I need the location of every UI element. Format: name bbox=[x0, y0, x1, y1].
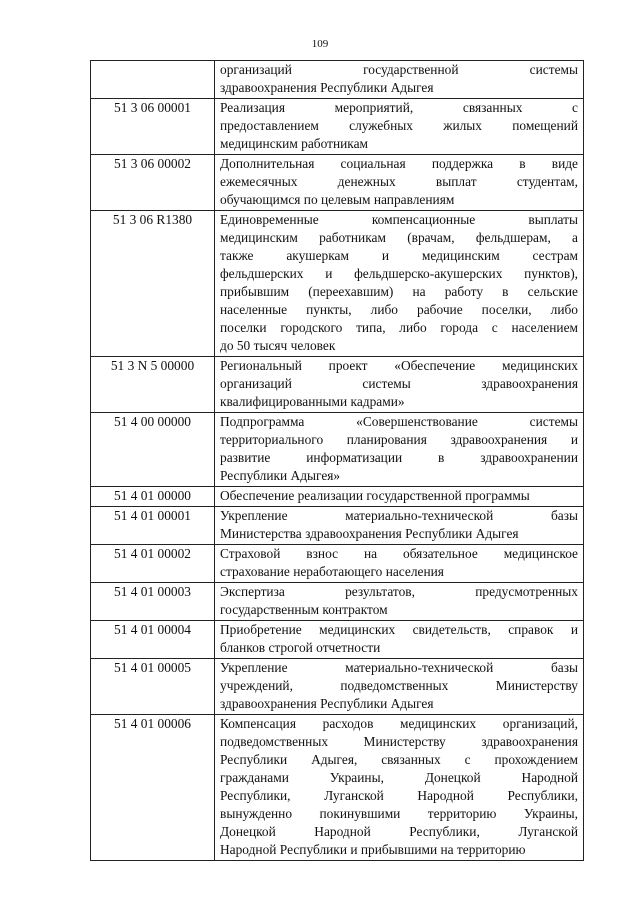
description-line: Республики Адыгея, связанных с прохождением bbox=[220, 752, 578, 767]
description-line: Донецкой Народной Республики, Луганской bbox=[220, 824, 578, 839]
description-line: Единовременные компенсационные выплаты bbox=[220, 212, 578, 227]
description-line: Региональный проект «Обеспечение медицинских bbox=[220, 358, 578, 373]
description-line: Подпрограмма «Совершенствование системы bbox=[220, 414, 578, 429]
row-code: 51 3 06 00002 bbox=[91, 155, 215, 211]
table-row bbox=[91, 487, 584, 507]
row-description bbox=[215, 61, 584, 99]
row-description bbox=[215, 545, 584, 583]
row-description bbox=[215, 621, 584, 659]
description-line: организаций государственной системы bbox=[220, 62, 578, 77]
budget-code-table bbox=[90, 60, 584, 861]
row-description bbox=[215, 413, 584, 487]
description-line: страхование неработающего населения bbox=[220, 564, 444, 579]
row-description bbox=[215, 583, 584, 621]
description-line: до 50 тысяч человек bbox=[220, 338, 336, 353]
table-row bbox=[91, 155, 584, 211]
description-line: Народной Республики и прибывшими на территорию bbox=[220, 842, 526, 857]
row-code: 51 3 06 00001 bbox=[91, 99, 215, 155]
description-line: квалифицированными кадрами» bbox=[220, 394, 405, 409]
description-line: фельдшерских и фельдшерско-акушерских пунктов), bbox=[220, 266, 578, 281]
row-code: 51 4 01 00002 bbox=[91, 545, 215, 583]
description-line: Компенсация расходов медицинских организаций, bbox=[220, 716, 578, 731]
row-code: 51 4 01 00006 bbox=[91, 715, 215, 861]
description-line: здравоохранения Республики Адыгея bbox=[220, 80, 434, 95]
description-line: Обеспечение реализации государственной программы bbox=[220, 488, 530, 503]
table-row bbox=[91, 715, 584, 861]
description-line: гражданами Украины, Донецкой Народной bbox=[220, 770, 578, 785]
row-code: 51 4 01 00001 bbox=[91, 507, 215, 545]
description-line: Укрепление материально-технической базы bbox=[220, 508, 578, 523]
table-row bbox=[91, 413, 584, 487]
row-description bbox=[215, 99, 584, 155]
description-line: населенные пункты, либо рабочие поселки, либо bbox=[220, 302, 578, 317]
table-body bbox=[91, 61, 584, 861]
row-description bbox=[215, 211, 584, 357]
table-row bbox=[91, 659, 584, 715]
description-line: обучающимся по целевым направлениям bbox=[220, 192, 455, 207]
row-code: 51 4 01 00000 bbox=[91, 487, 215, 507]
description-line: Республики Адыгея» bbox=[220, 468, 341, 483]
description-line: ежемесячных денежных выплат студентам, bbox=[220, 174, 578, 189]
table-row bbox=[91, 357, 584, 413]
row-description bbox=[215, 357, 584, 413]
row-description bbox=[215, 659, 584, 715]
description-line: вынужденно покинувшими территорию Украины, bbox=[220, 806, 578, 821]
row-code: 51 4 01 00004 bbox=[91, 621, 215, 659]
table-row bbox=[91, 99, 584, 155]
table-row bbox=[91, 507, 584, 545]
description-line: государственным контрактом bbox=[220, 602, 388, 617]
table-row bbox=[91, 545, 584, 583]
description-line: Дополнительная социальная поддержка в виде bbox=[220, 156, 578, 171]
row-description bbox=[215, 155, 584, 211]
description-line: прибывшим (переехавшим) на работу в сельские bbox=[220, 284, 578, 299]
description-line: поселки городского типа, либо города с населением bbox=[220, 320, 578, 335]
description-line: предоставлением служебных жилых помещений bbox=[220, 118, 578, 133]
description-line: учреждений, подведомственных Министерству bbox=[220, 678, 578, 693]
table-row bbox=[91, 583, 584, 621]
table-row bbox=[91, 61, 584, 99]
table-row bbox=[91, 211, 584, 357]
page-number: 109 bbox=[311, 38, 329, 50]
description-line: также акушеркам и медицинским сестрам bbox=[220, 248, 578, 263]
row-code: 51 4 00 00000 bbox=[91, 413, 215, 487]
row-code: 51 3 N 5 00000 bbox=[91, 357, 215, 413]
row-code: 51 4 01 00003 bbox=[91, 583, 215, 621]
row-description bbox=[215, 487, 584, 507]
description-line: Укрепление материально-технической базы bbox=[220, 660, 578, 675]
description-line: Страховой взнос на обязательное медицинское bbox=[220, 546, 578, 561]
description-line: Реализация мероприятий, связанных с bbox=[220, 100, 578, 115]
row-code bbox=[91, 61, 215, 99]
description-line: здравоохранения Республики Адыгея bbox=[220, 696, 434, 711]
row-description bbox=[215, 507, 584, 545]
row-code: 51 4 01 00005 bbox=[91, 659, 215, 715]
row-description bbox=[215, 715, 584, 861]
row-code: 51 3 06 R1380 bbox=[91, 211, 215, 357]
description-line: Экспертиза результатов, предусмотренных bbox=[220, 584, 578, 599]
description-line: бланков строгой отчетности bbox=[220, 640, 381, 655]
description-line: Республики, Луганской Народной Республики, bbox=[220, 788, 578, 803]
description-line: медицинским работникам (врачам, фельдшерам, а bbox=[220, 230, 578, 245]
description-line: подведомственных Министерству здравоохранения bbox=[220, 734, 578, 749]
description-line: медицинским работникам bbox=[220, 136, 369, 151]
description-line: развитие информатизации в здравоохранении bbox=[220, 450, 578, 465]
description-line: территориального планирования здравоохранения и bbox=[220, 432, 578, 447]
table-row bbox=[91, 621, 584, 659]
description-line: Приобретение медицинских свидетельств, справок и bbox=[220, 622, 578, 637]
description-line: организаций системы здравоохранения bbox=[220, 376, 578, 391]
description-line: Министерства здравоохранения Республики Адыгея bbox=[220, 526, 519, 541]
